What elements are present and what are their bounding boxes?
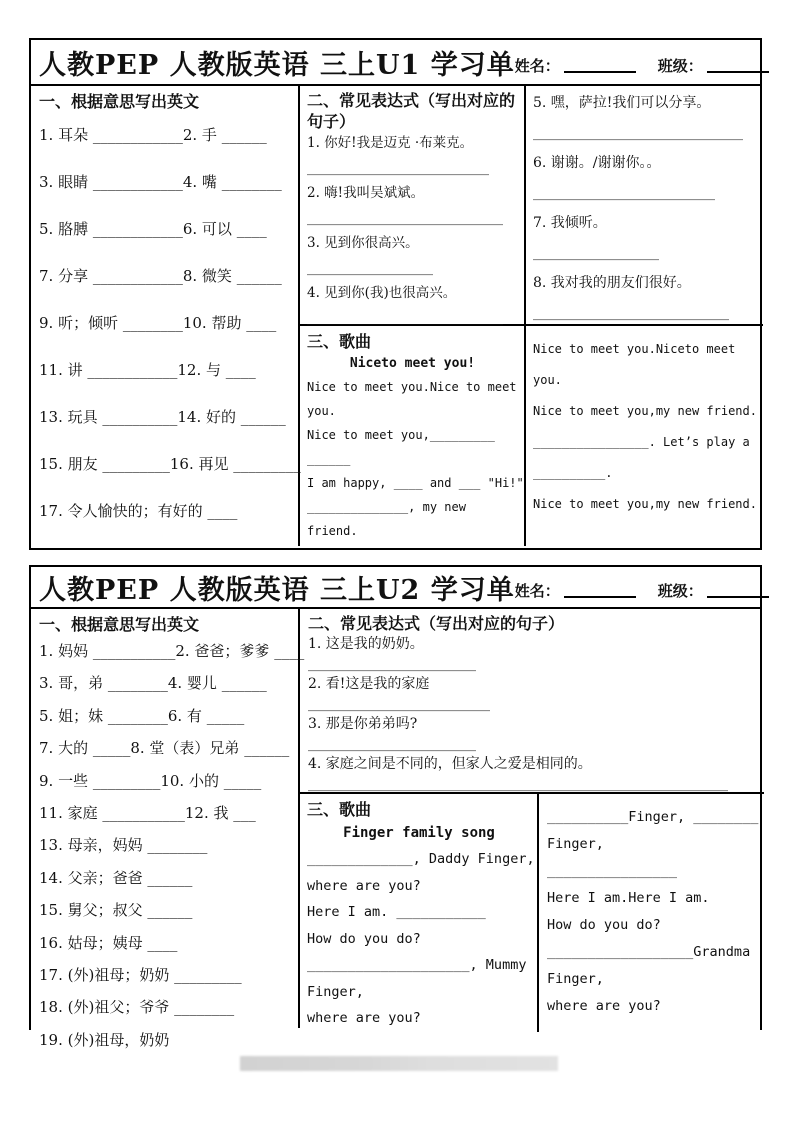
vocab-item: 3. 哥，弟 ________4. 婴儿 ______ xyxy=(39,674,267,693)
expression-item xyxy=(308,634,756,674)
name-blank xyxy=(564,58,636,73)
song-line: Finger, xyxy=(307,983,364,1000)
expression-text: 7. 我倾听。 xyxy=(533,215,607,231)
song-section xyxy=(300,326,524,546)
vocab-section xyxy=(31,609,305,1049)
vocab-list xyxy=(39,112,301,535)
expression-item xyxy=(533,210,757,270)
expression-item xyxy=(307,232,518,282)
song-line: How do you do? xyxy=(547,917,661,933)
song-line: where are you? xyxy=(547,998,661,1014)
vocab-item: 9. 听；倾听 ________10. 帮助 ____ xyxy=(39,314,277,332)
class-field-label: 班级： xyxy=(657,581,703,600)
expression-answer-blank: ______________________________ xyxy=(533,125,743,141)
name-field-label: 姓名： xyxy=(514,56,560,75)
expression-text: 2. 嗨!我叫吴斌斌。 xyxy=(307,185,425,201)
song-section-continued xyxy=(526,326,763,546)
expression-answer-blank: __________________ xyxy=(533,245,659,261)
vocab-item: 7. 分享 ____________8. 微笑 ______ xyxy=(39,267,282,285)
expression-item xyxy=(308,714,756,754)
song-line: you. xyxy=(307,404,336,418)
expression-text: 3. 见到你很高兴。 xyxy=(307,235,419,251)
expression-text: 4. 见到你(我)也很高兴。 xyxy=(307,285,457,301)
expression-answer-blank: ________________________ xyxy=(308,736,476,752)
name-field-label: 姓名： xyxy=(514,581,560,600)
worksheet-u1 xyxy=(29,38,762,550)
song-line: _____________, Daddy Finger, xyxy=(307,851,535,867)
vocab-item: 16. 姑母；姨母 ____ xyxy=(39,933,178,952)
expression-item xyxy=(533,150,757,210)
expression-text: 2. 看!这是我的家庭 xyxy=(308,676,430,692)
expressions-section xyxy=(300,86,524,326)
expressions-column-left xyxy=(300,86,526,546)
sheet-title: 人教PEP 人教版英语 三上U2 学习单 xyxy=(39,574,515,606)
expression-text: 1. 这是我的奶奶。 xyxy=(308,636,424,652)
song-line: Here I am.Here I am. xyxy=(547,890,710,906)
vocab-item: 17. (外)祖母；奶奶 _________ xyxy=(39,965,242,984)
worksheet-u1-header xyxy=(31,40,760,86)
vocab-item: 1. 耳朵 ____________2. 手 ______ xyxy=(39,126,267,144)
song-line: How do you do? xyxy=(307,930,421,947)
vocab-list xyxy=(39,635,305,1056)
song-column-left xyxy=(300,794,539,1032)
song-line: Here I am. ___________ xyxy=(307,904,486,920)
song-line: I am happy, ____ and ___ "Hi!" xyxy=(307,476,524,490)
expressions-list xyxy=(308,634,756,794)
song-line: Nice to meet you,_________ xyxy=(307,428,495,442)
class-blank xyxy=(707,583,769,598)
expressions-header: 二、常见表达式（写出对应的句子） xyxy=(307,91,516,131)
song-header: 三、歌曲 xyxy=(307,800,372,819)
song-line: Finger, xyxy=(547,971,604,987)
song-line: ______________, my new xyxy=(307,500,466,514)
vocab-item: 5. 胳膊 ____________6. 可以 ____ xyxy=(39,220,267,238)
song-line: where are you? xyxy=(307,877,421,894)
vocab-item: 7. 大的 _____8. 堂（表）兄弟 ______ xyxy=(39,739,290,758)
vocab-item: 14. 父亲；爸爸 ______ xyxy=(39,868,193,887)
expression-item xyxy=(308,674,756,714)
name-class-fields xyxy=(515,49,771,76)
song-line: Nice to meet you,my new friend. xyxy=(533,404,757,418)
song-line: ____________________, Mummy xyxy=(307,957,527,973)
vocab-item: 18. (外)祖父；爷爷 ________ xyxy=(39,998,235,1017)
name-blank xyxy=(564,583,636,598)
expression-answer-blank: __________________________ xyxy=(308,696,490,712)
class-blank xyxy=(707,58,769,73)
vocab-item: 13. 母亲，妈妈 ________ xyxy=(39,836,208,855)
expression-text: 4. 家庭之间是不同的，但家人之爱是相同的。 xyxy=(308,756,592,772)
song-line: where are you? xyxy=(307,1010,421,1026)
right-panel xyxy=(300,609,764,1028)
expressions-column-right xyxy=(526,86,763,546)
expression-text: 3. 那是你弟弟吗? xyxy=(308,716,418,732)
song-line: ________________ xyxy=(547,863,678,879)
song-line: friend. xyxy=(307,524,358,538)
expressions-list-left xyxy=(307,132,518,332)
expression-item xyxy=(307,182,518,232)
vocab-item: 19. (外)祖母，奶奶 xyxy=(39,1030,170,1049)
vocab-item: 11. 家庭 ___________12. 我 ___ xyxy=(39,803,256,822)
song-lines-left xyxy=(307,375,524,543)
vocab-header: 一、根据意思写出英文 xyxy=(39,615,200,634)
song-title: Niceto meet you! xyxy=(349,356,476,371)
expression-answer-blank: ____________________________ xyxy=(307,310,503,326)
song-line: ________________. Let’s play a xyxy=(533,435,750,449)
vocab-item: 17. 令人愉快的；有好的 ____ xyxy=(39,502,238,520)
song-line: you. xyxy=(533,373,562,387)
name-class-fields xyxy=(515,574,771,601)
sheet-title: 人教PEP 人教版英语 三上U1 学习单 xyxy=(39,49,515,81)
class-field-label: 班级： xyxy=(657,56,703,75)
song-lines-right xyxy=(533,334,757,520)
song-header: 三、歌曲 xyxy=(307,332,372,351)
expression-text: 5. 嘿，萨拉!我们可以分享。 xyxy=(533,95,711,111)
expression-answer-blank: __________________________ xyxy=(533,185,715,201)
expression-answer-blank: ____________________________ xyxy=(533,305,729,321)
vocab-item: 1. 妈妈 ___________2. 爸爸；爹爹 ____ xyxy=(39,642,305,660)
song-line: Nice to meet you.Nice to meet xyxy=(307,380,517,394)
expression-text: 1. 你好!我是迈克 ·布莱克。 xyxy=(307,135,474,151)
vocab-item: 3. 眼睛 ____________4. 嘴 ________ xyxy=(39,173,282,191)
expression-answer-blank: ________________________ xyxy=(308,656,476,672)
watermark-bar xyxy=(240,1056,558,1071)
song-column-right xyxy=(539,794,764,1032)
vocab-section xyxy=(31,86,300,546)
expression-text: 8. 我对我的朋友们很好。 xyxy=(533,275,691,291)
expression-answer-blank: __________________ xyxy=(307,260,433,276)
vocab-item: 13. 玩具 __________14. 好的 ______ xyxy=(39,408,286,426)
song-section xyxy=(300,794,764,1032)
song-line: ______ xyxy=(307,452,351,466)
song-line: __________Finger, ________ xyxy=(547,809,759,825)
expressions-list-right xyxy=(533,90,757,330)
vocab-header: 一、根据意思写出英文 xyxy=(39,92,200,111)
expression-item xyxy=(533,270,757,330)
vocab-item: 9. 一些 _________10. 小的 _____ xyxy=(39,771,262,790)
song-line: Finger, xyxy=(547,836,604,852)
song-line: Nice to meet you.Niceto meet xyxy=(533,342,736,356)
song-lines-right xyxy=(547,804,758,1020)
expression-answer-blank: ____________________________ xyxy=(307,210,503,226)
expression-item xyxy=(533,90,757,150)
expressions-header: 二、常见表达式（写出对应的句子） xyxy=(308,614,565,633)
song-lines-left xyxy=(307,846,535,1032)
expression-item xyxy=(307,132,518,182)
vocab-item: 11. 讲 ____________12. 与 ____ xyxy=(39,361,256,379)
song-line: Nice to meet you,my new friend. xyxy=(533,497,757,511)
expression-answer-blank: ____________________________________________________________ xyxy=(308,776,728,792)
vocab-item: 15. 朋友 _________16. 再见 _________ xyxy=(39,455,301,473)
song-line: __________________Grandma xyxy=(547,944,751,960)
vocab-item: 5. 姐；妹 ________6. 有 _____ xyxy=(39,706,245,725)
song-line: __________. xyxy=(533,466,613,480)
expression-item xyxy=(307,282,518,332)
expressions-section-continued xyxy=(526,86,763,326)
expression-answer-blank: __________________________ xyxy=(307,160,489,176)
worksheet-u2-header xyxy=(31,567,760,609)
vocab-item: 15. 舅父；叔父 ______ xyxy=(39,901,193,920)
expression-text: 6. 谢谢。/谢谢你。。 xyxy=(533,155,661,171)
song-title: Finger family song xyxy=(343,825,495,841)
expression-item xyxy=(308,754,756,794)
worksheet-u2 xyxy=(29,565,762,1049)
expressions-section xyxy=(300,609,764,794)
